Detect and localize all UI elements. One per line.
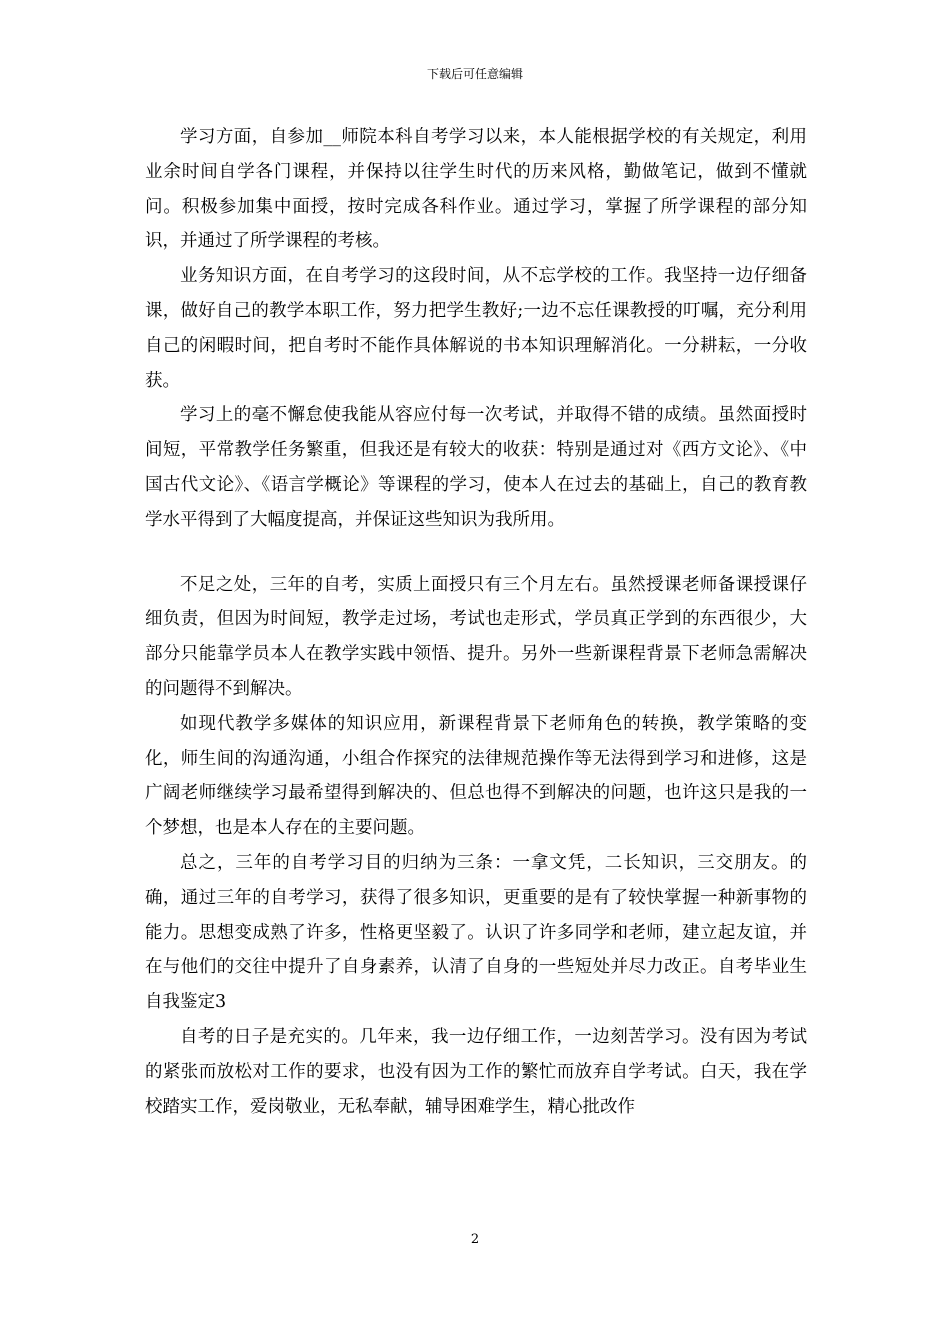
page-header: 下载后可任意编辑 [426, 67, 523, 81]
paragraph-professional-knowledge: 业务知识方面，在自考学习的这段时间，从不忘学校的工作。我坚持一边仔细备课，做好自己的教学本职工作，努力把学生教好;一边不忘任课教授的叮嘱，充分利用自己的闲暇时间，把自考时不能作具体解说的书本知识理解消化。一分耕耘，一分收获。 [145, 266, 807, 391]
paragraph-problems: 如现代教学多媒体的知识应用，新课程背景下老师角色的转换，教学策略的变化，师生间的沟通沟通，小组合作探究的法律规范操作等无法得到学习和进修，这是广阔老师继续学习最希望得到解决的、但总也得不到解决的问题，也许这只是我的一个梦想，也是本人存在的主要问题。 [145, 713, 807, 839]
paragraph-shortcomings: 不足之处，三年的自考，实质上面授只有三个月左右。虽然授课老师备课授课仔细负责，但因为时间短，教学走过场，考试也走形式，学员真正学到的东西很少，大部分只能靠学员本人在教学实践中领悟、提升。另外一些新课程背景下老师急需解决的问题得不到解决。 [145, 574, 807, 699]
paragraph-self-study-days: 自考的日子是充实的。几年来，我一边仔细工作，一边刻苦学习。没有因为考试的紧张而放松对工作的要求，也没有因为工作的繁忙而放弃自学考试。白天，我在学校踏实工作，爱岗敬业，无私奉献，辅导困难学生，精心批改作 [145, 1026, 807, 1117]
paragraph-summary: 总之，三年的自考学习目的归纳为三条：一拿文凭，二长知识，三交朋友。的确，通过三年的自考学习，获得了很多知识，更重要的是有了较快掌握一种新事物的能力。思想变成熟了许多，性格更坚毅了。认识了许多同学和老师，建立起友谊，并在与他们的交往中提升了自身素养，认清了自身的一些短处并尽力改正。自考毕业生自我鉴定3 [145, 852, 807, 1013]
document-body [145, 120, 807, 1124]
page-number: 2 [470, 1232, 480, 1247]
paragraph-exams: 学习上的毫不懈怠使我能从容应付每一次考试，并取得不错的成绩。虽然面授时间短，平常教学任务繁重，但我还是有较大的收获：特别是通过对《西方文论》、《中国古代文论》、《语言学概论》等课程的学习，使本人在过去的基础上，自己的教育教学水平得到了大幅度提高，并保证这些知识为我所用。 [145, 405, 807, 530]
paragraph-study: 学习方面，自参加__师院本科自考学习以来，本人能根据学校的有关规定，利用业余时间自学各门课程，并保持以往学生时代的历来风格，勤做笔记，做到不懂就问。积极参加集中面授，按时完成各科作业。通过学习，掌握了所学课程的部分知识，并通过了所学课程的考核。 [145, 127, 807, 252]
